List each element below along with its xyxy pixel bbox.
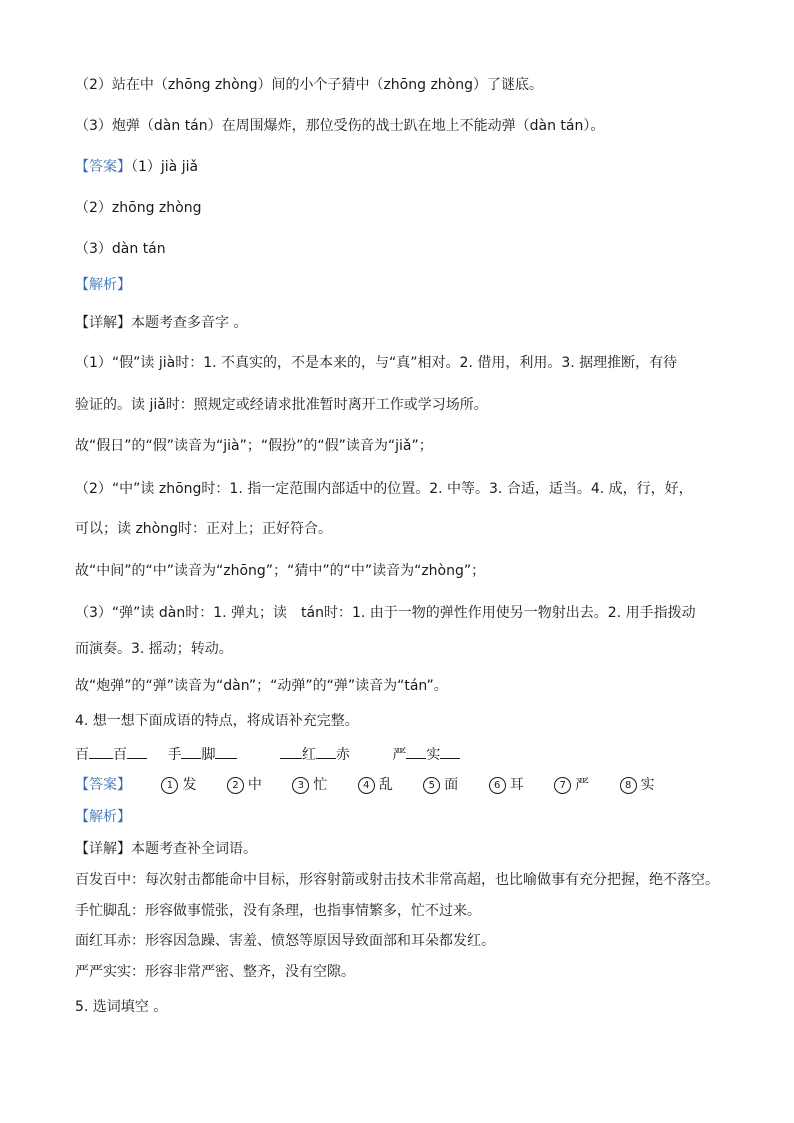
q3-detail-intro: 本题考查多音字 。 [131,315,248,331]
idiom-2 [167,747,241,763]
answer-option [620,776,655,794]
q3-detail-2c: 故“中间”的“中”读音为“zhōng”；“猜中”的“中”读音为“zhòng”； [75,563,486,579]
q4-explain-1: 百发百中：每次射击都能命中目标，形容射箭或射击技术非常高超，也比喻做事有充分把握，绝不落空。 [75,872,719,888]
circled-number-icon: 4 [358,777,375,794]
idiom-3-char-a: 红 [301,747,316,763]
idiom-2-char-b: 脚 [201,747,216,763]
q3-detail-row [75,314,247,332]
q5-title: 5. 选词填空 。 [75,999,168,1015]
q4-detail-row [75,840,257,858]
q4-title: 4. 想一想下面成语的特点，将成语补充完整。 [75,713,359,729]
q3-part2: （2）站在中（zhōng zhòng）间的小个子猜中（zhōng zhòng）了谜底。 [75,77,543,93]
detail-tag-q4: 【详解】 [75,841,131,857]
detail-tag: 【详解】 [75,315,131,331]
q3-detail-3a: （3）“弹”读 dàn时：1. 弹丸；读 tán时：1. 由于一物的弹性作用使另一物射出去。2. 用手指拨动 [75,605,696,621]
circled-number-icon: 6 [489,777,506,794]
idiom-3-char-b: 赤 [335,747,350,763]
analysis-tag: 【解析】 [75,277,131,293]
q3-detail-3c: 故“炮弹”的“弹”读音为“dàn”；“动弹”的“弹”读音为“tán”。 [75,678,448,694]
answer-text: 严 [575,777,590,793]
idiom-1-char-a: 百 [75,747,89,763]
blank-8[interactable] [440,744,460,759]
q4-explain-2: 手忙脚乱：形容做事慌张，没有条理，也指事情繁多，忙不过来。 [75,903,481,919]
idiom-4-char-b: 实 [426,747,441,763]
blank-6[interactable] [316,744,336,759]
q4-explain-4: 严严实实：形容非常严密、整齐，没有空隙。 [75,964,355,980]
answer-option [292,776,327,794]
blank-2[interactable] [127,744,147,759]
answer-tag-q4: 【答案】 [75,777,131,793]
blank-1[interactable] [89,744,113,759]
q4-blanks-row [75,744,460,764]
q3-detail-2b: 可以；读 zhòng时：正对上；正好符合。 [75,521,332,537]
answer-text: 忙 [313,777,328,793]
q3-answer-row [75,158,198,176]
answer-option [554,776,589,794]
blank-7[interactable] [406,744,426,759]
blank-3[interactable] [181,744,201,759]
circled-number-icon: 7 [554,777,571,794]
answer-option [489,776,524,794]
q3-part3: （3）炮弹（dàn tán）在周围爆炸，那位受伤的战士趴在地上不能动弹（dàn tán）。 [75,118,605,134]
answer-text: 面 [444,777,459,793]
q3-answer-3: （3）dàn tán [75,241,166,257]
q3-answer-1: （1）jià jiǎ [131,159,199,175]
circled-number-icon: 2 [227,777,244,794]
q3-detail-1c: 故“假日”的“假”读音为“jià”；“假扮”的“假”读音为“jiǎ”； [75,438,433,454]
answer-text: 中 [247,777,262,793]
answer-option [423,776,458,794]
idiom-2-char-a: 手 [167,747,182,763]
idiom-3 [280,747,354,763]
q4-detail-intro: 本题考查补全词语。 [131,841,257,857]
circled-number-icon: 3 [292,777,309,794]
answer-text: 实 [640,777,655,793]
answer-text: 发 [182,777,197,793]
q3-detail-3b: 而演奏。3. 摇动；转动。 [75,641,233,657]
idiom-1-char-b: 百 [113,747,127,763]
q3-answer-2: （2）zhōng zhòng [75,200,202,216]
circled-number-icon: 8 [620,777,637,794]
circled-number-icon: 1 [161,777,178,794]
answer-tag: 【答案】 [75,159,131,175]
blank-5[interactable] [280,744,302,759]
idiom-4 [392,747,460,763]
circled-number-icon: 5 [423,777,440,794]
q4-answer-row [75,776,655,794]
answer-option [358,776,393,794]
q3-detail-1a: （1）“假”读 jià时：1. 不真实的，不是本来的，与“真”相对。2. 借用，利用。3. 据理推断，有待 [75,355,678,371]
answer-text: 乱 [378,777,393,793]
answer-text: 耳 [509,777,524,793]
blank-4[interactable] [215,744,237,759]
idiom-4-char-a: 严 [392,747,407,763]
idiom-1 [75,747,151,763]
analysis-tag-q4: 【解析】 [75,809,131,825]
q3-detail-1b: 验证的。读 jiǎ时：照规定或经请求批准暂时离开工作或学习场所。 [75,397,488,413]
answer-option [227,776,262,794]
q3-detail-2a: （2）“中”读 zhōng时：1. 指一定范围内部适中的位置。2. 中等。3. 合适，适当。4. 成，行，好， [75,481,693,497]
answer-option [161,776,196,794]
q4-explain-3: 面红耳赤：形容因急躁、害羞、愤怒等原因导致面部和耳朵都发红。 [75,933,495,949]
